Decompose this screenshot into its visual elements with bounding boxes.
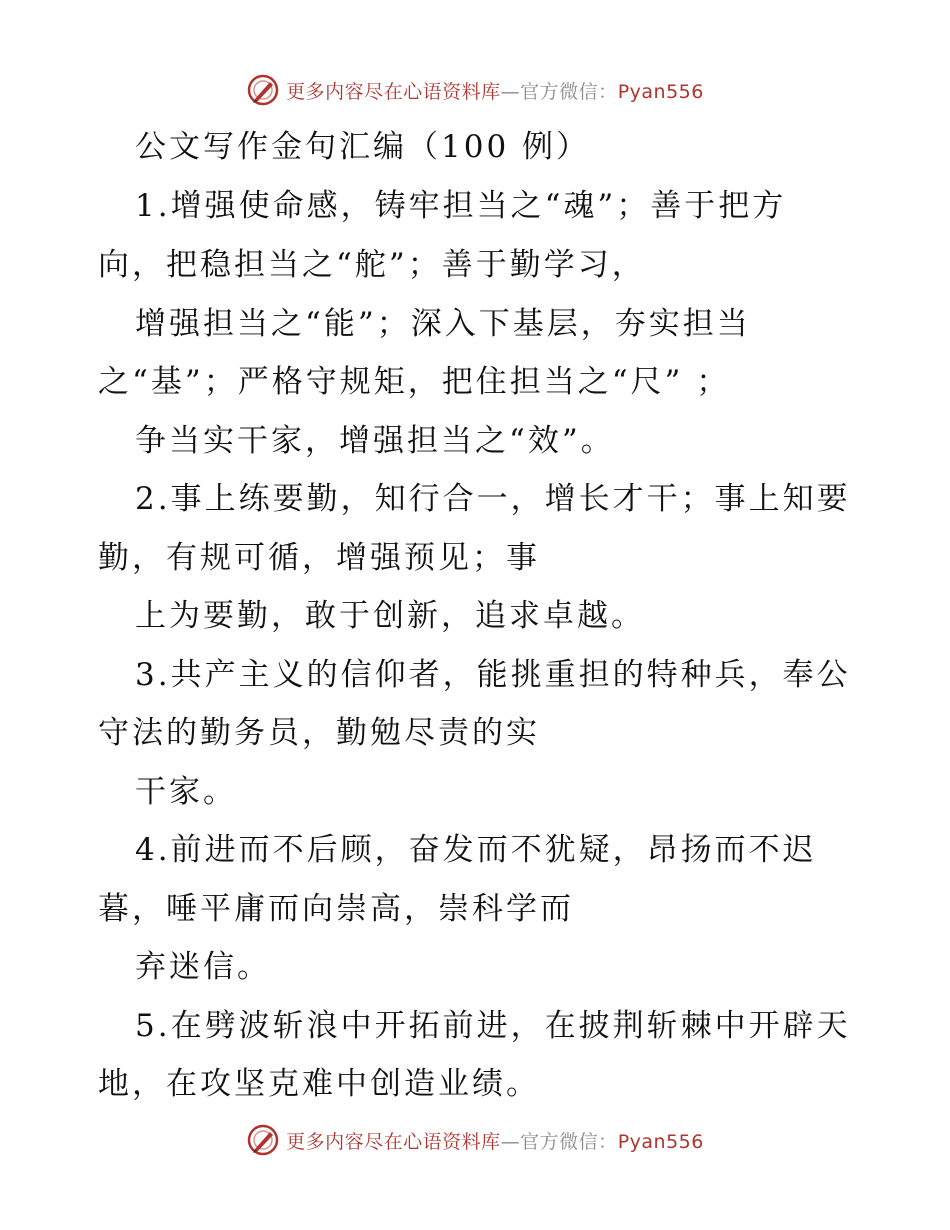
text-line: 暮，唾平庸而向崇高，崇科学而: [98, 891, 574, 927]
text-line: 增强担当之“能”；深入下基层，夯实担当: [135, 306, 751, 342]
text-line: 2.事上练要勤，知行合一，增长才干；事上知要: [135, 481, 851, 517]
text-line: 1.增强使命感，铸牢担当之“魂”；善于把方: [135, 188, 787, 224]
footer-watermark: [0, 1120, 950, 1160]
watermark-text: [286, 77, 704, 104]
text-line: 勤，有规可循，增强预见；事: [98, 540, 540, 576]
text-line: 守法的勤务员，勤勉尽责的实: [98, 715, 540, 751]
watermark-prefix: 更多内容尽在心语资料库: [286, 1130, 501, 1153]
watermark-prefix: 更多内容尽在心语资料库: [286, 80, 501, 103]
text-line: 向，把稳担当之“舵”；善于勤学习，: [98, 247, 646, 283]
text-line: 3.共产主义的信仰者，能挑重担的特种兵，奉公: [135, 657, 851, 693]
text-line: 4.前进而不后顾，奋发而不犹疑，昂扬而不迟: [135, 832, 817, 868]
text-line: 上为要勤，敢于创新，追求卓越。: [135, 598, 645, 634]
watermark-dash: —: [500, 80, 521, 103]
watermark-handle: Pyan556: [617, 80, 704, 103]
pen-logo-icon: [246, 73, 280, 107]
watermark-suffix: 官方微信：: [520, 80, 618, 103]
watermark-group: [246, 1123, 704, 1157]
watermark-group: [246, 73, 704, 107]
text-line: 干家。: [135, 774, 237, 810]
text-line: 之“基”；严格守规矩，把住担当之“尺” ；: [98, 364, 731, 400]
text-line: 5.在劈波斩浪中开拓前进，在披荆斩棘中开辟天: [135, 1008, 851, 1044]
watermark-dash: —: [500, 1130, 521, 1153]
watermark-suffix: 官方微信：: [520, 1130, 618, 1153]
watermark-handle: Pyan556: [617, 1130, 704, 1153]
header-watermark: [0, 70, 950, 110]
text-line: 争当实干家，增强担当之“效”。: [135, 423, 615, 459]
text-line: 弃迷信。: [135, 949, 271, 985]
document-title: 公文写作金句汇编（100 例）: [135, 129, 591, 165]
watermark-text: [286, 1127, 704, 1154]
pen-logo-icon: [246, 1123, 280, 1157]
text-line: 地，在攻坚克难中创造业绩。: [98, 1066, 540, 1102]
